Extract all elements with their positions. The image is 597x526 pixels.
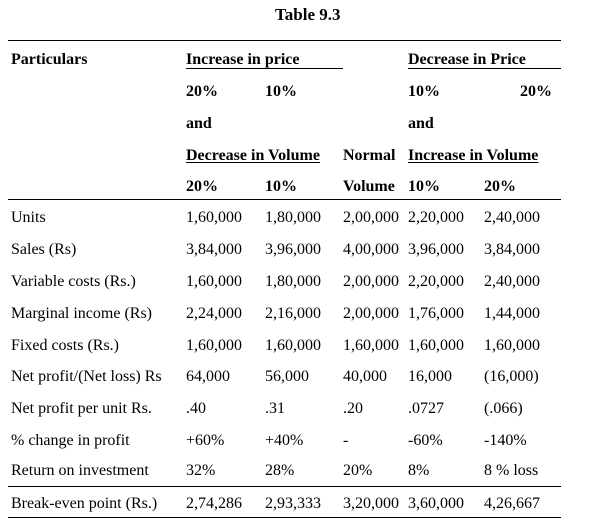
table-cell: (16,000) (484, 368, 539, 385)
table-cell: 2,00,000 (343, 305, 399, 322)
top-rule (8, 40, 561, 41)
table-cell: - (343, 432, 349, 449)
table-cell: 2,16,000 (265, 305, 321, 322)
table-cell: 2,20,000 (408, 273, 464, 290)
table-cell: 2,00,000 (343, 273, 399, 290)
header-increase-in-volume: Increase in Volume (408, 147, 539, 164)
table-cell: 32% (186, 462, 216, 479)
table-cell: 3,96,000 (408, 241, 464, 258)
table-cell: (.066) (484, 400, 523, 417)
header-sub-20-inc: 20% (484, 178, 516, 195)
header-rule (8, 199, 561, 200)
table-cell: 1,60,000 (186, 273, 242, 290)
decrease-in-price-underline (408, 68, 561, 69)
table-cell: 1,60,000 (343, 337, 399, 354)
table-cell: 2,74,286 (186, 495, 242, 512)
table-cell: 40,000 (343, 368, 387, 385)
row-label: Net profit per unit Rs. (11, 400, 152, 417)
header-and-right: and (408, 115, 434, 132)
header-sub-10-inc: 10% (408, 178, 440, 195)
header-volume: Volume (343, 178, 395, 195)
table-cell: 2,24,000 (186, 305, 242, 322)
row-label: Variable costs (Rs.) (11, 273, 136, 290)
row-label: Marginal income (Rs) (11, 305, 153, 322)
table-cell: 2,40,000 (484, 209, 540, 226)
header-pct-10-right: 10% (408, 83, 440, 100)
header-increase-in-price: Increase in price (186, 51, 300, 68)
table-cell: .0727 (408, 400, 444, 417)
header-normal: Normal (343, 147, 396, 164)
header-sub-10: 10% (265, 178, 297, 195)
table-cell: .31 (265, 400, 285, 417)
table-cell: 3,84,000 (186, 241, 242, 258)
table-cell: 64,000 (186, 368, 230, 385)
table-cell: +60% (186, 432, 225, 449)
table-cell: 28% (265, 462, 295, 479)
table-cell: 4,26,667 (484, 495, 540, 512)
table-cell: 1,80,000 (265, 209, 321, 226)
table-cell: 3,84,000 (484, 241, 540, 258)
row-label: Units (11, 209, 46, 226)
header-pct-20: 20% (186, 83, 218, 100)
table-cell: 2,00,000 (343, 209, 399, 226)
table-cell: 1,76,000 (408, 305, 464, 322)
row-label: Sales (Rs) (11, 241, 77, 258)
header-and-left: and (186, 115, 212, 132)
table-cell: 1,60,000 (484, 337, 540, 354)
row-label: Return on investment (11, 462, 149, 479)
table-cell: +40% (265, 432, 304, 449)
table-cell: -60% (408, 432, 443, 449)
table-cell: 3,20,000 (343, 495, 399, 512)
table-cell: 1,60,000 (408, 337, 464, 354)
table-cell: 8 % loss (484, 462, 539, 479)
table-cell: -140% (484, 432, 527, 449)
table-cell: 2,93,333 (265, 495, 321, 512)
table-cell: 4,00,000 (343, 241, 399, 258)
table-cell: 1,44,000 (484, 305, 540, 322)
header-pct-20-right: 20% (520, 83, 552, 100)
header-decrease-in-price: Decrease in Price (408, 51, 526, 68)
table-cell: 3,60,000 (408, 495, 464, 512)
table-cell: 1,80,000 (265, 273, 321, 290)
table-cell: 1,60,000 (186, 337, 242, 354)
bottom-rule (8, 517, 561, 518)
row-label: Fixed costs (Rs.) (11, 337, 119, 354)
row-label: % change in profit (11, 432, 130, 449)
increase-in-price-underline (186, 68, 343, 69)
table-cell: 2,20,000 (408, 209, 464, 226)
breakeven-rule (8, 486, 561, 487)
table-cell: .40 (186, 400, 206, 417)
table-cell: 1,60,000 (186, 209, 242, 226)
table-cell: 1,60,000 (265, 337, 321, 354)
table-cell: 16,000 (408, 368, 452, 385)
table-cell: .20 (343, 400, 363, 417)
table-cell: 20% (343, 462, 373, 479)
table-cell: 56,000 (265, 368, 309, 385)
table-cell: 3,96,000 (265, 241, 321, 258)
row-label: Break-even point (Rs.) (11, 495, 158, 512)
table-cell: 8% (408, 462, 430, 479)
header-sub-20: 20% (186, 178, 218, 195)
table-cell: 2,40,000 (484, 273, 540, 290)
header-decrease-in-volume: Decrease in Volume (186, 147, 320, 164)
row-label: Net profit/(Net loss) Rs (11, 368, 162, 385)
header-particulars: Particulars (11, 51, 88, 68)
header-pct-10: 10% (265, 83, 297, 100)
table-title: Table 9.3 (275, 5, 341, 24)
